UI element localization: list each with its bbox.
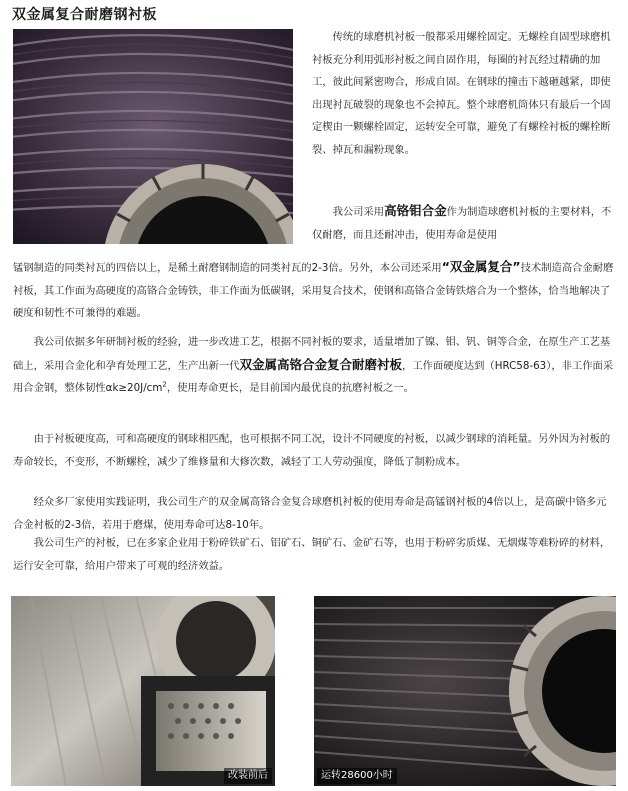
new-gen-text-a: 我公司依据多年研制衬板的经验，进一步改进工艺，根据不同衬板的要求，适量增加了镍、钼、钒、铜等合金，在原生产工艺基础上，采用合金化和孕育处理工艺，生产出新一代 [13, 336, 611, 372]
unit-superscript: 2 [162, 380, 167, 389]
material-text-b: 作为制造球磨机衬板的主要材料，不仅耐磨，而且还耐冲击，使用寿命是使用 [312, 206, 612, 241]
bimetal-highlight: “双金属复合” [441, 259, 521, 274]
paragraph-bolt-free-liner: 传统的球磨机衬板一般都采用螺栓固定。无螺栓自固型球磨机衬板充分利用弧形衬板之间自固作用，每圈的衬瓦经过精确的加工，彼此间紧密吻合，形成自固。在钢球的撞击下越砸越紧，即使出现衬瓦破裂的现象也不会掉瓦。整个球磨机筒体只有最后一个固定楔由一颗螺栓固定，运转安全可靠，避免了有螺栓衬板的螺栓断裂、掉瓦和漏粉现象。 [312, 31, 611, 156]
new-gen-text-c: ，使用寿命更长，是目前国内最优良的抗磨衬板之一。 [166, 382, 414, 394]
before-after-photo [11, 596, 275, 786]
paragraph-practice-proof: 经众多厂家使用实践证明，我公司生产的双金属高铬合金复合球磨机衬板的使用寿命是高锰钢衬板的4倍以上，是高碳中铬多元合金衬板的2-3倍，若用于磨煤，使用寿命可达8-10年。 [13, 496, 607, 531]
material-text-a: 我公司采用 [332, 206, 385, 218]
paragraph-applications: 我公司生产的衬板，已在多家企业用于粉碎铁矿石、铝矿石、铜矿石、金矿石等，也用于粉碎劣质煤、无烟煤等难粉碎的材料，运行安全可靠，给用户带来了可观的经济效益。 [13, 537, 611, 572]
material-text-d: 技术制造高合金耐磨衬板，其工作面为高硬度的高铬合金铸铁，非工作面为低碳钢，采用复合技术，使钢和高铬合金铸铁熔合为一个整体，恰当地解决了硬度和韧性不可兼得的难题。 [13, 262, 614, 319]
paragraph-material-continued [13, 256, 614, 325]
after-operation-photo [314, 596, 616, 786]
paragraph-material-intro [312, 200, 614, 246]
new-gen-text-b: ，工作面硬度达到（HRC58-63），非工作面采用合金钢，整体韧性αk≥20J/cm [13, 359, 614, 394]
paragraph-hardness-benefits: 由于衬板硬度高，可和高硬度的钢球相匹配，也可根据不同工况，设计不同硬度的衬板，以减少钢球的消耗量。另外因为衬板的寿命较长，不变形，不断螺栓，减少了维修量和大修次数，减轻了工人劳动强度，降低了制粉成本。 [13, 433, 611, 468]
before-after-caption: 改装前后 [224, 768, 272, 784]
material-highlight: 高铬钼合金 [384, 203, 447, 218]
material-text-c: 锰钢制造的同类衬瓦的四倍以上，是稀土耐磨钢制造的同类衬瓦的2-3倍。另外，本公司还采用 [13, 262, 442, 274]
new-gen-highlight: 双金属高铬合金复合耐磨衬板 [239, 356, 403, 372]
paragraph-new-generation [13, 331, 614, 400]
mill-interior-photo [13, 29, 293, 244]
page-title: 双金属复合耐磨钢衬板 [12, 7, 157, 23]
operation-hours-caption: 运转28600小时 [317, 768, 397, 784]
